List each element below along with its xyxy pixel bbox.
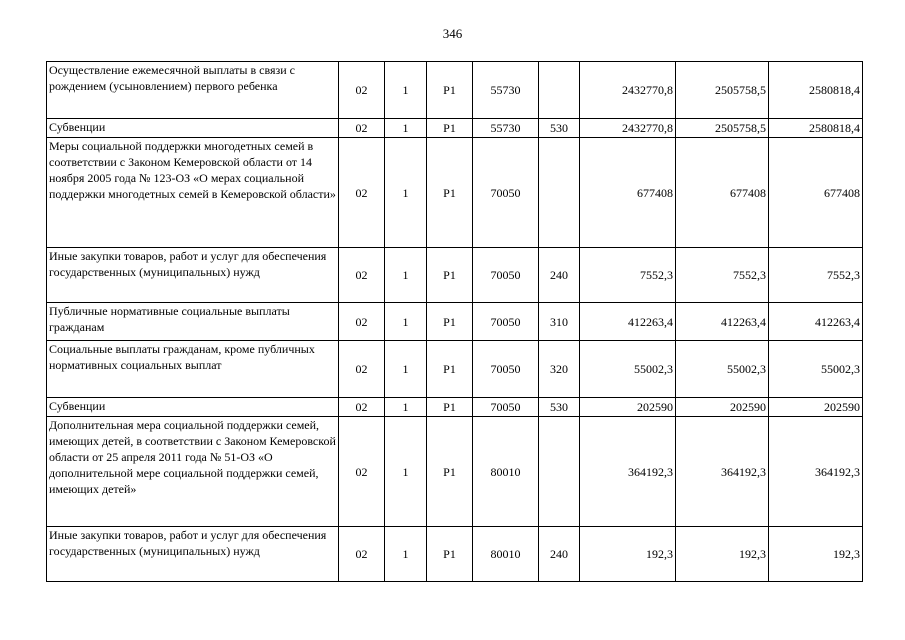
- section-cell: 02: [339, 398, 385, 417]
- subsection-cell: 1: [385, 417, 427, 527]
- subsection-cell: 1: [385, 119, 427, 138]
- row-name: Социальные выплаты гражданам, кроме публичных нормативных социальных выплат: [47, 341, 339, 398]
- code-cell: 55730: [473, 62, 539, 119]
- program-cell: P1: [427, 248, 473, 303]
- expense-type-cell: 530: [539, 119, 580, 138]
- amount-1-cell: 202590: [580, 398, 676, 417]
- code-cell: 70050: [473, 398, 539, 417]
- amount-1-cell: 364192,3: [580, 417, 676, 527]
- program-cell: P1: [427, 417, 473, 527]
- budget-table: [46, 61, 863, 582]
- amount-3-cell: 55002,3: [769, 341, 863, 398]
- amount-3-cell: 7552,3: [769, 248, 863, 303]
- table-row: [47, 119, 863, 138]
- amount-1-cell: 2432770,8: [580, 119, 676, 138]
- program-cell: P1: [427, 527, 473, 582]
- subsection-cell: 1: [385, 62, 427, 119]
- row-name: Меры социальной поддержки многодетных семей в соответствии с Законом Кемеровской области от 14 ноября 2005 года № 123-ОЗ «О мерах социальной поддержки многодетных семей в Кемеровской области»: [47, 138, 339, 248]
- program-cell: P1: [427, 303, 473, 341]
- row-name: Субвенции: [47, 119, 339, 138]
- amount-2-cell: 412263,4: [676, 303, 769, 341]
- expense-type-cell: 320: [539, 341, 580, 398]
- amount-1-cell: 55002,3: [580, 341, 676, 398]
- section-cell: 02: [339, 138, 385, 248]
- amount-1-cell: 412263,4: [580, 303, 676, 341]
- code-cell: 70050: [473, 341, 539, 398]
- subsection-cell: 1: [385, 398, 427, 417]
- code-cell: 70050: [473, 248, 539, 303]
- row-name: Публичные нормативные социальные выплаты гражданам: [47, 303, 339, 341]
- amount-3-cell: 364192,3: [769, 417, 863, 527]
- amount-3-cell: 2580818,4: [769, 62, 863, 119]
- expense-type-cell: 310: [539, 303, 580, 341]
- amount-3-cell: 202590: [769, 398, 863, 417]
- table-row: [47, 62, 863, 119]
- subsection-cell: 1: [385, 527, 427, 582]
- amount-2-cell: 7552,3: [676, 248, 769, 303]
- program-cell: P1: [427, 62, 473, 119]
- subsection-cell: 1: [385, 341, 427, 398]
- amount-3-cell: 677408: [769, 138, 863, 248]
- expense-type-cell: 240: [539, 527, 580, 582]
- amount-1-cell: 192,3: [580, 527, 676, 582]
- row-name: Иные закупки товаров, работ и услуг для обеспечения государственных (муниципальных) нужд: [47, 527, 339, 582]
- amount-3-cell: 192,3: [769, 527, 863, 582]
- amount-2-cell: 202590: [676, 398, 769, 417]
- table-row: [47, 527, 863, 582]
- amount-2-cell: 192,3: [676, 527, 769, 582]
- section-cell: 02: [339, 527, 385, 582]
- amount-1-cell: 2432770,8: [580, 62, 676, 119]
- amount-3-cell: 2580818,4: [769, 119, 863, 138]
- amount-1-cell: 7552,3: [580, 248, 676, 303]
- row-name: Субвенции: [47, 398, 339, 417]
- row-name: Иные закупки товаров, работ и услуг для обеспечения государственных (муниципальных) нужд: [47, 248, 339, 303]
- code-cell: 70050: [473, 138, 539, 248]
- code-cell: 80010: [473, 417, 539, 527]
- table-row: [47, 417, 863, 527]
- section-cell: 02: [339, 62, 385, 119]
- program-cell: P1: [427, 398, 473, 417]
- amount-2-cell: 364192,3: [676, 417, 769, 527]
- expense-type-cell: 240: [539, 248, 580, 303]
- program-cell: P1: [427, 138, 473, 248]
- subsection-cell: 1: [385, 303, 427, 341]
- table-row: [47, 398, 863, 417]
- row-name: Дополнительная мера социальной поддержки семей, имеющих детей, в соответствии с Законом Кемеровской области от 25 апреля 2011 года № 51-ОЗ «О дополнительной мере социальной поддержки семей, имеющих детей»: [47, 417, 339, 527]
- table-row: [47, 138, 863, 248]
- amount-3-cell: 412263,4: [769, 303, 863, 341]
- section-cell: 02: [339, 303, 385, 341]
- row-name: Осуществление ежемесячной выплаты в связи с рождением (усыновлением) первого ребенка: [47, 62, 339, 119]
- program-cell: P1: [427, 341, 473, 398]
- section-cell: 02: [339, 417, 385, 527]
- expense-type-cell: [539, 62, 580, 119]
- section-cell: 02: [339, 248, 385, 303]
- amount-2-cell: 2505758,5: [676, 62, 769, 119]
- code-cell: 80010: [473, 527, 539, 582]
- page-number: 346: [442, 26, 463, 41]
- amount-2-cell: 55002,3: [676, 341, 769, 398]
- expense-type-cell: [539, 138, 580, 248]
- table-row: [47, 303, 863, 341]
- section-cell: 02: [339, 119, 385, 138]
- expense-type-cell: 530: [539, 398, 580, 417]
- subsection-cell: 1: [385, 138, 427, 248]
- code-cell: 55730: [473, 119, 539, 138]
- subsection-cell: 1: [385, 248, 427, 303]
- amount-2-cell: 2505758,5: [676, 119, 769, 138]
- table-row: [47, 248, 863, 303]
- amount-1-cell: 677408: [580, 138, 676, 248]
- code-cell: 70050: [473, 303, 539, 341]
- amount-2-cell: 677408: [676, 138, 769, 248]
- program-cell: P1: [427, 119, 473, 138]
- section-cell: 02: [339, 341, 385, 398]
- expense-type-cell: [539, 417, 580, 527]
- table-row: [47, 341, 863, 398]
